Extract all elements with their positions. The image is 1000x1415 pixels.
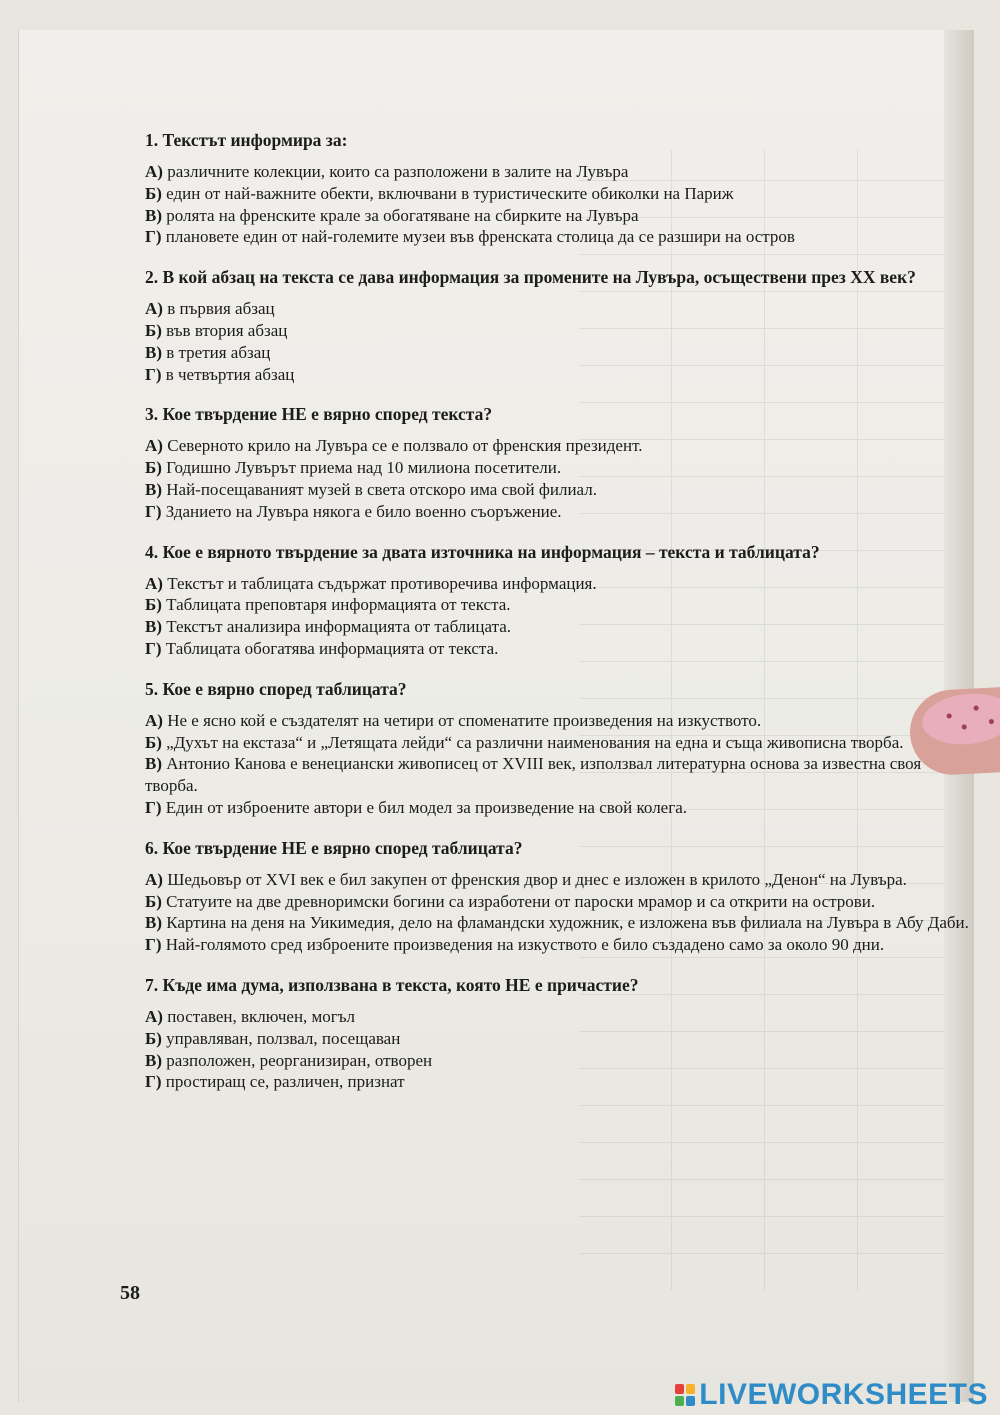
question-title: 5. Кое е вярно според таблицата?: [145, 678, 407, 699]
answer-text: Антонио Канова е венециански живописец от XVIII век, използвал литературна основа за известна своя творба.: [145, 754, 922, 796]
answer-text: управляван, ползвал, посещаван: [161, 1028, 401, 1048]
answer-option[interactable]: [145, 479, 970, 501]
answer-letter: Б): [145, 1028, 162, 1048]
answer-text: Картина на деня на Уикимедия, дело на фламандски художник, е изложена във филиала на Лувъра в Абу Даби.: [162, 913, 969, 933]
answer-option[interactable]: [145, 457, 970, 479]
answer-option[interactable]: [145, 638, 970, 660]
answer-text: Текстът и таблицата съдържат противоречива информация.: [162, 573, 597, 593]
answer-letter: А): [145, 436, 163, 456]
question-title: 2. В кой абзац на текста се дава информация за промените на Лувъра, осъществени през XX век?: [145, 267, 916, 288]
answer-option[interactable]: [145, 183, 970, 205]
answer-text: Текстът анализира информацията от таблицата.: [162, 617, 512, 637]
answer-text: Един от изброените автори е бил модел за произведение на свой колега.: [161, 797, 687, 817]
question-title: 7. Къде има дума, използвана в текста, която НЕ е причастие?: [145, 974, 639, 995]
answer-letter: В): [145, 205, 162, 225]
answer-letter: В): [145, 617, 162, 637]
answer-letter: Б): [145, 320, 162, 340]
answer-letter: Б): [145, 183, 162, 203]
answer-option[interactable]: [145, 594, 970, 616]
watermark-logo: [675, 1378, 988, 1412]
answer-text: в третия абзац: [162, 342, 271, 362]
question-5: [145, 679, 970, 819]
answer-letter: В): [145, 754, 162, 774]
answer-option[interactable]: [145, 891, 970, 913]
question-4: [145, 542, 970, 660]
answer-option[interactable]: [145, 226, 970, 248]
answer-option[interactable]: [145, 205, 970, 227]
answer-letter: В): [145, 1050, 162, 1070]
question-title: 6. Кое твърдение НЕ е вярно според таблицата?: [145, 837, 523, 858]
question-title: 1. Текстът информира за:: [145, 130, 348, 150]
question-1: [145, 130, 970, 248]
answer-text: Таблицата преповтаря информацията от текста.: [161, 595, 511, 615]
question-3: [145, 404, 970, 522]
answer-letter: Б): [145, 891, 162, 911]
answer-text: плановете един от най-големите музеи във френската столица да се разшири на остров: [161, 227, 795, 247]
answer-text: в четвъртия абзац: [161, 364, 295, 384]
answer-option[interactable]: [145, 501, 970, 523]
answer-option[interactable]: [145, 753, 970, 797]
answer-text: Шедьовър от XVI век е бил закупен от френския двор и днес е изложен в крилото „Денон“ на Лувъра.: [162, 869, 907, 889]
answer-letter: В): [145, 479, 162, 499]
answer-option[interactable]: [145, 869, 970, 891]
answer-letter: Б): [145, 732, 162, 752]
answer-text: в първия абзац: [162, 299, 275, 319]
question-7: [145, 975, 970, 1093]
answer-option[interactable]: [145, 320, 970, 342]
answer-text: един от най-важните обекти, включвани в туристическите обиколки на Париж: [161, 183, 734, 203]
answer-option[interactable]: [145, 1006, 970, 1028]
answer-option[interactable]: [145, 797, 970, 819]
answer-option[interactable]: [145, 364, 970, 386]
answer-option[interactable]: [145, 342, 970, 364]
answer-option[interactable]: [145, 732, 970, 754]
answer-text: ролята на френските крале за обогатяване на сбирките на Лувъра: [162, 205, 639, 225]
answer-letter: А): [145, 573, 163, 593]
answer-option[interactable]: [145, 161, 970, 183]
answer-text: Статуите на две древноримски богини са изработени от пароски мрамор и са открити на острови.: [161, 891, 876, 911]
watermark-text: LIVEWORKSHEETS: [699, 1378, 988, 1411]
answer-text: Най-голямото сред изброените произведения на изкуството е било създадено само за около 90 дни.: [161, 935, 885, 955]
answer-text: Северното крило на Лувъра се е ползвало от френския президент.: [162, 436, 643, 456]
answer-text: Най-посещаваният музей в света отскоро има свой филиал.: [162, 479, 597, 499]
answer-letter: Г): [145, 1072, 162, 1092]
answer-option[interactable]: [145, 1050, 970, 1072]
answer-option[interactable]: [145, 1028, 970, 1050]
answer-option[interactable]: [145, 616, 970, 638]
liveworksheets-logo-icon: [675, 1384, 695, 1406]
answer-letter: Г): [145, 364, 162, 384]
question-title: 4. Кое е вярното твърдение за двата източника на информация – текста и таблицата?: [145, 541, 820, 562]
question-2: [145, 267, 970, 385]
answer-option[interactable]: [145, 934, 970, 956]
answer-text: Не е ясно кой е създателят на четири от споменатите произведения на изкуството.: [162, 710, 762, 730]
answer-letter: Г): [145, 797, 162, 817]
answer-option[interactable]: [145, 573, 970, 595]
answer-letter: Г): [145, 501, 162, 521]
answer-letter: Г): [145, 227, 162, 247]
answer-option[interactable]: [145, 1071, 970, 1093]
answer-letter: Г): [145, 935, 162, 955]
answer-letter: А): [145, 162, 163, 181]
answer-letter: А): [145, 299, 163, 319]
page-number: 58: [120, 1282, 140, 1304]
answer-option[interactable]: [145, 298, 970, 320]
answer-text: простиращ се, различен, признат: [161, 1072, 405, 1092]
question-list: [145, 130, 970, 1112]
answer-letter: А): [145, 710, 163, 730]
answer-letter: А): [145, 869, 163, 889]
answer-letter: В): [145, 913, 162, 933]
answer-letter: В): [145, 342, 162, 362]
answer-option[interactable]: [145, 710, 970, 732]
answer-text: Годишно Лувърът приема над 10 милиона посетители.: [161, 458, 562, 478]
question-6: [145, 838, 970, 956]
answer-option[interactable]: [145, 435, 970, 457]
answer-letter: Б): [145, 595, 162, 615]
answer-text: поставен, включен, могъл: [162, 1006, 356, 1026]
answer-text: разположен, реорганизиран, отворен: [162, 1050, 433, 1070]
answer-letter: А): [145, 1006, 163, 1026]
answer-text: Зданието на Лувъра някога е било военно съоръжение.: [161, 501, 562, 521]
answer-text: във втория абзац: [161, 320, 288, 340]
answer-option[interactable]: [145, 912, 970, 934]
answer-text: „Духът на екстаза“ и „Летящата лейди“ са различни наименования на една и съща живописна творба.: [161, 732, 904, 752]
answer-text: Таблицата обогатява информацията от текста.: [161, 638, 499, 658]
answer-text: различните колекции, които са разположени в залите на Лувъра: [162, 162, 629, 181]
question-title: 3. Кое твърдение НЕ е вярно според текста?: [145, 404, 493, 425]
answer-letter: Б): [145, 458, 162, 478]
answer-letter: Г): [145, 638, 162, 658]
